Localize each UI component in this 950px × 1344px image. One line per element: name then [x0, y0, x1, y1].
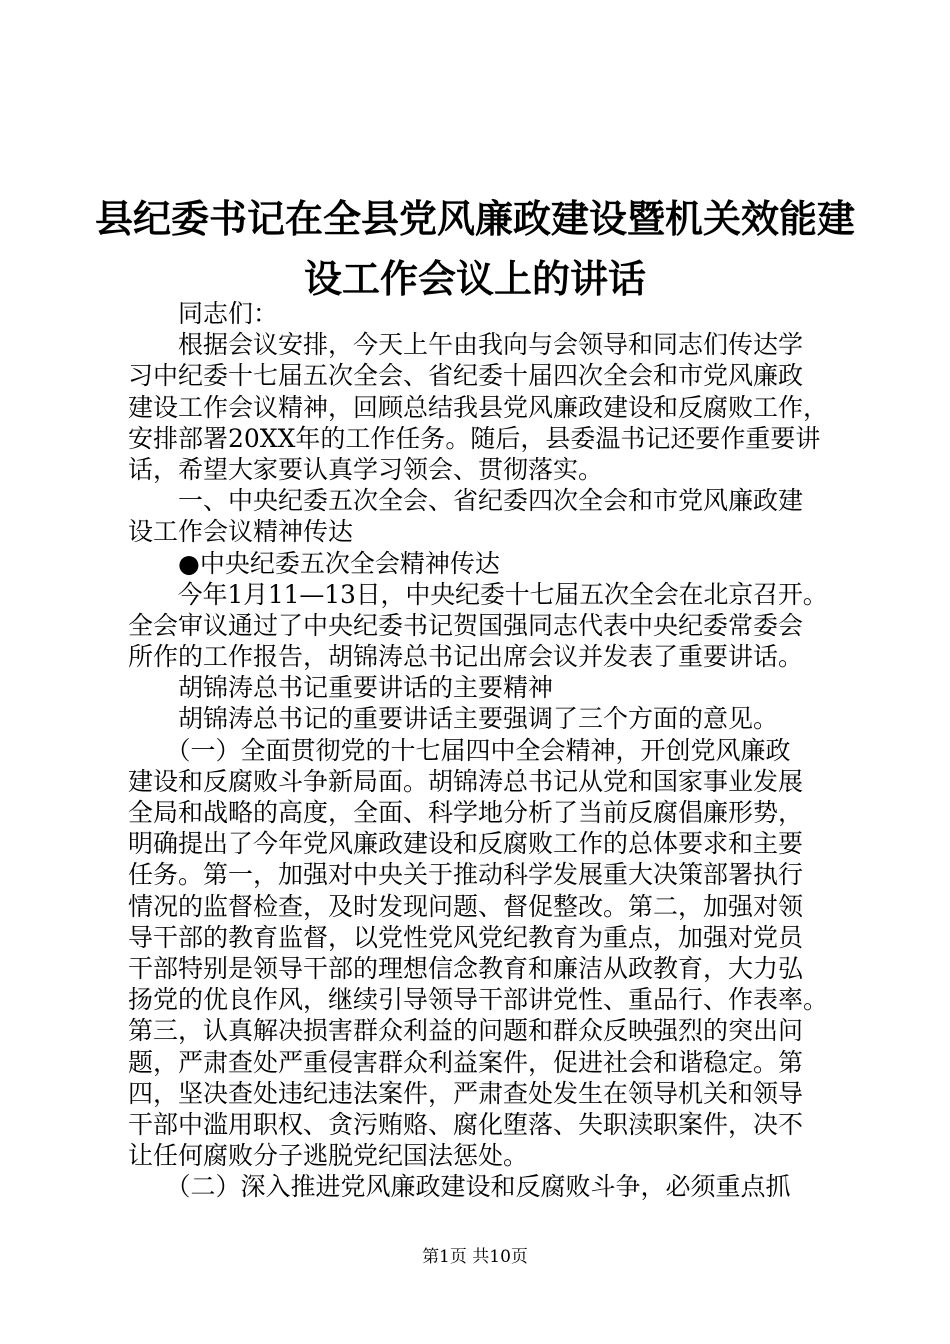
body-line: 干部特别是领导干部的理想信念教育和廉洁从政教育，大力弘 [128, 953, 804, 983]
document-title-line-1: 县纪委书记在全县党风廉政建设暨机关效能建 [94, 197, 855, 241]
body-line: 全会审议通过了中央纪委书记贺国强同志代表中央纪委常委会 [128, 610, 804, 640]
body-line: 干部中滥用职权、贪污贿赂、腐化堕落、失职渎职案件，决不 [128, 1109, 804, 1139]
body-line: 习中纪委十七届五次全会、省纪委十届四次全会和市党风廉政 [128, 361, 804, 391]
body-line: 全局和战略的高度，全面、科学地分析了当前反腐倡廉形势， [128, 798, 804, 827]
body-line: （二）深入推进党风廉政建设和反腐败斗争，必须重点抓 [128, 1172, 791, 1202]
document-title-line-2: 设工作会议上的讲话 [303, 257, 646, 301]
body-line: 导干部的教育监督，以党性党风党纪教育为重点，加强对党员 [128, 922, 804, 952]
body-line: 明确提出了今年党风廉政建设和反腐败工作的总体要求和主要 [128, 829, 804, 859]
body-line: 胡锦涛总书记重要讲话的主要精神 [128, 673, 554, 703]
document-body [128, 298, 828, 1202]
body-line: 让任何腐败分子逃脱党纪国法惩处。 [128, 1141, 529, 1171]
body-line: ●中央纪委五次全会精神传达 [128, 548, 500, 578]
body-line: 今年1月11—13日，中央纪委十七届五次全会在北京召开。 [128, 579, 828, 609]
body-line: 建设和反腐败斗争新局面。胡锦涛总书记从党和国家事业发展 [128, 766, 804, 796]
body-line: 题，严肃查处严重侵害群众利益案件，促进社会和谐稳定。第 [128, 1047, 804, 1077]
body-line: 根据会议安排，今天上午由我向与会领导和同志们传达学 [128, 330, 804, 360]
body-line: 四，坚决查处违纪违法案件，严肃查处发生在领导机关和领导 [128, 1078, 804, 1108]
body-line: 扬党的优良作风，继续引导领导干部讲党性、重品行、作表率。 [128, 985, 829, 1015]
body-line: 情况的监督检查，及时发现问题、督促整改。第二，加强对领 [128, 891, 804, 921]
body-line: 胡锦涛总书记的重要讲话主要强调了三个方面的意见。 [128, 704, 779, 734]
page-footer: 第1页 共10页 [422, 1247, 528, 1267]
body-line: 话，希望大家要认真学习领会、贯彻落实。 [128, 454, 604, 484]
body-line: 设工作会议精神传达 [128, 517, 354, 547]
body-line: （一）全面贯彻党的十七届四中全会精神，开创党风廉政 [128, 735, 791, 765]
body-line: 第三，认真解决损害群众利益的问题和群众反映强烈的突出问 [128, 1016, 804, 1046]
body-line: 建设工作会议精神，回顾总结我县党风廉政建设和反腐败工作， [128, 392, 829, 422]
body-line: 任务。第一，加强对中央关于推动科学发展重大决策部署执行 [128, 860, 804, 890]
body-line: 所作的工作报告，胡锦涛总书记出席会议并发表了重要讲话。 [128, 642, 804, 672]
body-line: 一、中央纪委五次全会、省纪委四次全会和市党风廉政建 [128, 486, 804, 516]
body-line: 安排部署20XX年的工作任务。随后，县委温书记还要作重要讲 [128, 423, 821, 453]
body-line: 同志们： [128, 299, 279, 328]
